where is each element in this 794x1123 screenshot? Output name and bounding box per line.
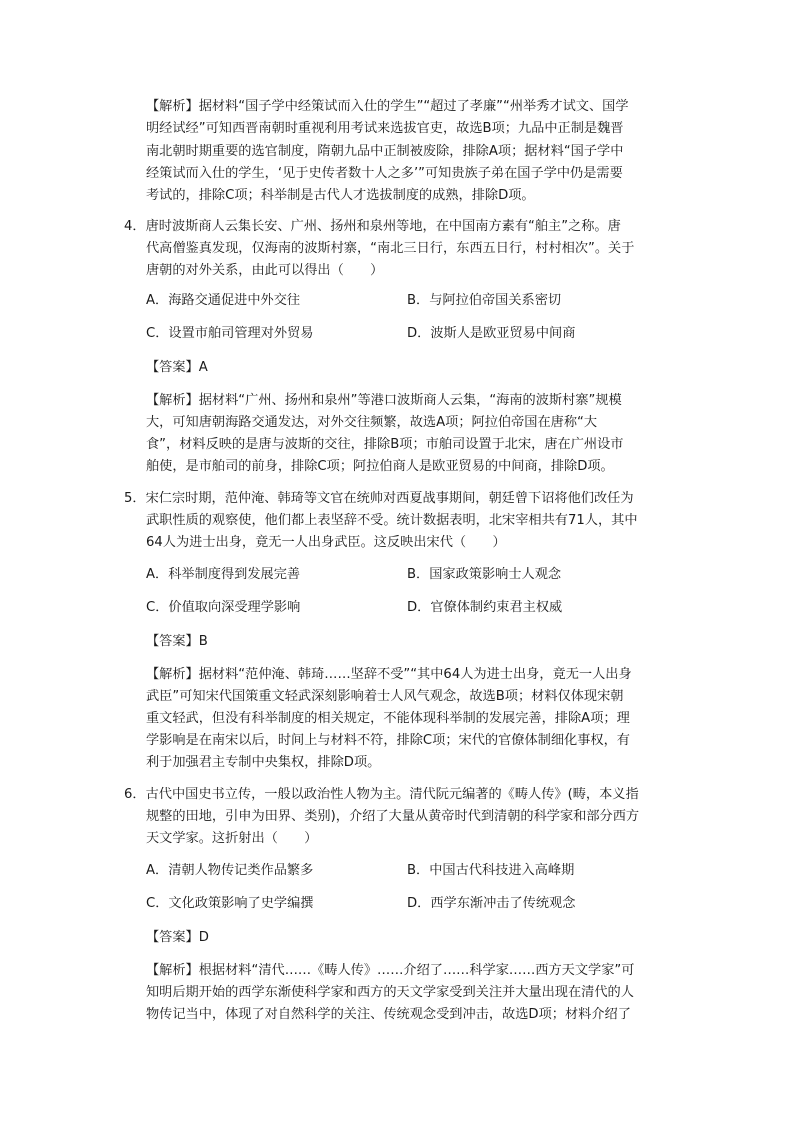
question-stem-line: 规整的田地，引申为田界、类别)，介绍了大量从黄帝时代到清朝的科学家和部分西方: [146, 809, 640, 824]
question-stem-line: 代高僧鉴真发现，仅海南的波斯村寨，“南北三日行，东西五日行，村村相次”。关于: [146, 241, 635, 256]
question-stem-line: 6．古代中国史书立传，一般以政治性人物为主。清代阮元编著的《畴人传》(畴，本义指: [124, 787, 639, 802]
question-stem-line: 天文学家。这折射出（ ）: [146, 831, 318, 846]
option-c: C．价值取向深受理学影响: [146, 600, 301, 615]
option-d: D．官僚体制约束君主权威: [407, 600, 563, 615]
option-c: C．文化政策影响了史学编撰: [146, 896, 314, 911]
answer-label: 【答案】D: [146, 930, 209, 945]
analysis-line: 重文轻武，但没有科举制度的相关规定，不能体现科举制的发展完善，排除A项；理: [146, 711, 630, 726]
option-c: C．设置市舶司管理对外贸易: [146, 326, 314, 341]
question-stem-line: 武职性质的观察使，他们都上表坚辞不受。统计数据表明，北宋宰相共有71人，其中: [146, 513, 638, 528]
option-a: A．清朝人物传记类作品繁多: [146, 863, 314, 878]
analysis-line: 大，可知唐朝海路交通发达，对外交往频繁，故选A项；阿拉伯帝国在唐称“大: [146, 415, 598, 430]
option-b: B．中国古代科技进入高峰期: [407, 863, 575, 878]
option-a: A．海路交通促进中外交往: [146, 293, 301, 308]
question-stem-line: 4．唐时波斯商人云集长安、广州、扬州和泉州等地，在中国南方素有“舶主”之称。唐: [124, 219, 621, 234]
option-b: B．国家政策影响士人观念: [407, 567, 562, 582]
analysis-line: 【解析】据材料“范仲淹、韩琦……坚辞不受”“其中64人为进士出身，竟无一人出身: [146, 667, 632, 682]
answer-label: 【答案】B: [146, 634, 208, 649]
analysis-line: 武臣”可知宋代国策重文轻武深刻影响着士人风气观念，故选B项；材料仅体现宋朝: [146, 689, 624, 704]
analysis-line: 经策试而入仕的学生，‘见于史传者数十人之多’”可知贵族子弟在国子学中仍是需要: [146, 166, 623, 181]
question-stem-line: 唐朝的对外关系，由此可以得出（ ）: [146, 263, 384, 278]
analysis-line: 知明后期开始的西学东渐使科学家和西方的天文学家受到关注并大量出现在清代的人: [146, 985, 634, 1000]
analysis-line: 食”，材料反映的是唐与波斯的交往，排除B项；市舶司设置于北宋，唐在广州设市: [146, 437, 624, 452]
option-d: D．西学东渐冲击了传统观念: [407, 896, 576, 911]
analysis-line: 【解析】据材料“国子学中经策试而入仕的学生”“超过了孝廉”“州举秀才试文、国学: [146, 99, 629, 114]
answer-label: 【答案】A: [146, 360, 208, 375]
analysis-line: 利于加强君主专制中央集权，排除D项。: [146, 755, 381, 770]
analysis-line: 物传记当中，体现了对自然科学的关注、传统观念受到冲击，故选D项；材料介绍了: [146, 1007, 631, 1022]
analysis-line: 明经试经”可知西晋南朝时重视利用考试来选拔官吏，故选B项；九品中正制是魏晋: [146, 121, 624, 136]
question-stem-line: 64人为进士出身，竟无一人出身武臣。这反映出宋代（ ）: [146, 535, 506, 550]
analysis-line: 学影响是在南宋以后，时间上与材料不符，排除C项；宋代的官僚体制细化事权，有: [146, 733, 630, 748]
analysis-line: 考试的，排除C项；科举制是古代人才选拔制度的成熟，排除D项。: [146, 188, 535, 203]
option-d: D．波斯人是欧亚贸易中间商: [407, 326, 576, 341]
analysis-line: 【解析】根据材料“清代……《畴人传》……介绍了……科学家……西方天文学家”可: [146, 963, 635, 978]
analysis-line: 南北朝时期重要的选官制度，隋朝九品中正制被废除，排除A项；据材料“国子学中: [146, 144, 624, 159]
question-stem-line: 5．宋仁宗时期，范仲淹、韩琦等文官在统帅对西夏战事期间，朝廷曾下诏将他们改任为: [124, 491, 634, 506]
analysis-line: 【解析】据材料“广州、扬州和泉州”等港口波斯商人云集，“海南的波斯村寨”规模: [146, 393, 622, 408]
option-b: B．与阿拉伯帝国关系密切: [407, 293, 562, 308]
analysis-line: 舶使，是市舶司的前身，排除C项；阿拉伯商人是欧亚贸易的中间商，排除D项。: [146, 459, 614, 474]
option-a: A．科举制度得到发展完善: [146, 567, 301, 582]
